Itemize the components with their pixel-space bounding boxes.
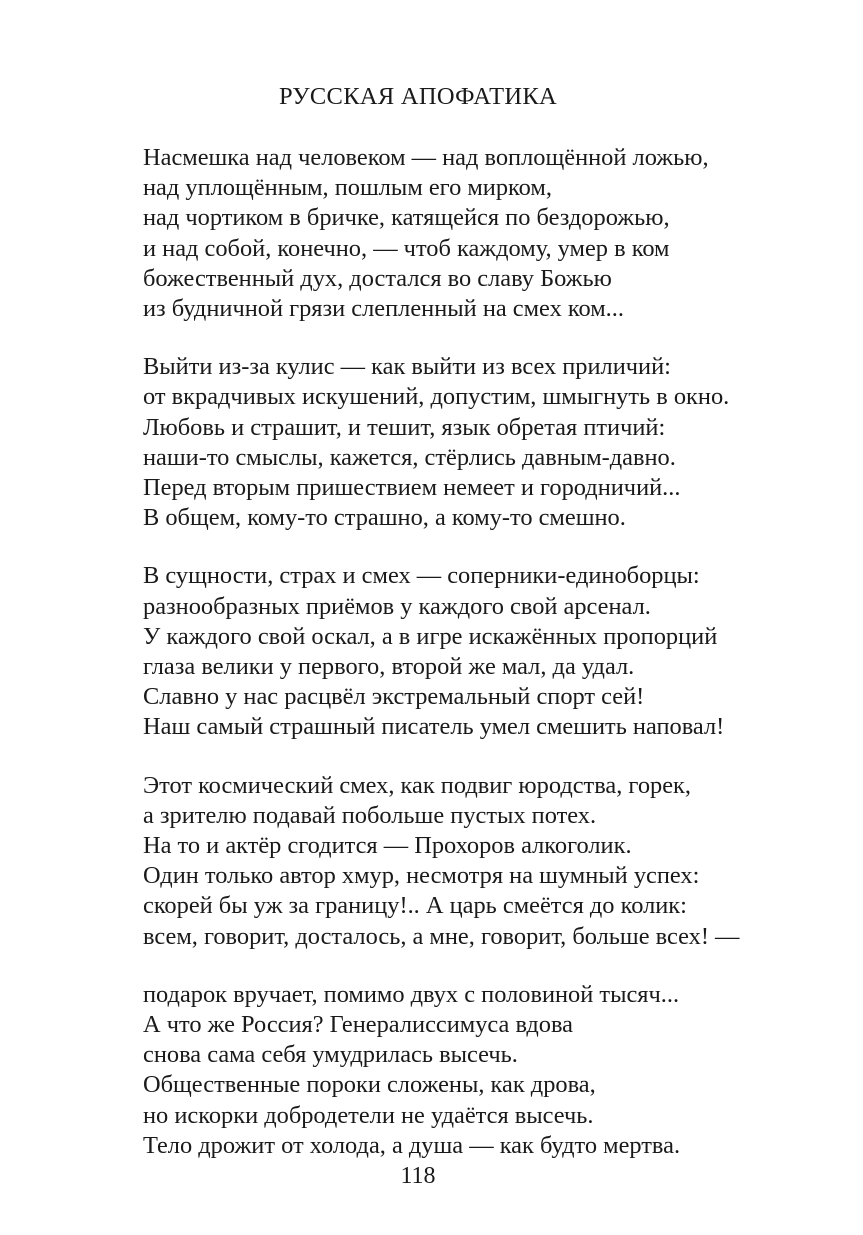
stanza-2 xyxy=(143,352,843,533)
poem-line: Общественные пороки сложены, как дрова, xyxy=(143,1071,596,1099)
poem-line: наши-то смыслы, кажется, стёрлись давным-давно. xyxy=(143,443,676,471)
poem-line: А что же Россия? Генералиссимуса вдова xyxy=(143,1011,573,1039)
poem-line: но искорки добродетели не удаётся высечь. xyxy=(143,1101,594,1129)
poem-line: из будничной грязи слепленный на смех ком... xyxy=(143,295,624,323)
stanza-3 xyxy=(143,561,843,742)
poem-line: подарок вручает, помимо двух с половиной тысяч... xyxy=(143,980,680,1008)
poem-line: Наш самый страшный писатель умел смешить наповал! xyxy=(143,713,725,741)
poem-line: над чортиком в бричке, катящейся по бездорожью, xyxy=(143,204,670,232)
poem-line: Насмешка над человеком — над воплощённой ложью, xyxy=(143,144,709,171)
poem-line: В сущности, страх и смех — соперники-единоборцы: xyxy=(143,562,700,590)
poem-line: снова сама себя умудрилась высечь. xyxy=(143,1041,518,1069)
poem-line: а зрителю подавай побольше пустых потех. xyxy=(143,801,597,829)
poem-line: В общем, кому-то страшно, а кому-то смешно. xyxy=(143,504,626,532)
poem-line: Тело дрожит от холода, а душа — как будто мертва. xyxy=(143,1131,681,1159)
poem-line: и над собой, конечно, — чтоб каждому, умер в ком xyxy=(143,234,670,262)
poem-line: У каждого свой оскал, а в игре искажённых пропорций xyxy=(143,622,718,650)
poem-line: над уплощённым, пошлым его мирком, xyxy=(143,174,552,202)
poem-line: божественный дух, достался во славу Божью xyxy=(143,264,612,292)
stanza-4 xyxy=(143,771,843,952)
stanza-5 xyxy=(143,980,843,1161)
poem-line: от вкрадчивых искушений, допустим, шмыгнуть в окно. xyxy=(143,383,730,411)
poem-line: Славно у нас расцвёл экстремальный спорт сей! xyxy=(143,683,645,711)
poem-line: всем, говорит, досталось, а мне, говорит, больше всех! — xyxy=(143,922,740,950)
poem xyxy=(143,143,843,1189)
page-number: 118 xyxy=(400,1163,436,1189)
poem-line: Этот космический смех, как подвиг юродства, горек, xyxy=(143,771,691,799)
poem-line: глаза велики у первого, второй же мал, да удал. xyxy=(143,653,635,681)
page-title: РУССКАЯ АПОФАТИКА xyxy=(278,83,558,110)
poem-line: Перед вторым пришествием немеет и городничий... xyxy=(143,474,681,502)
stanza-1 xyxy=(143,143,843,324)
poem-line: скорей бы уж за границу!.. А царь смеётся до колик: xyxy=(143,892,687,920)
poem-line: Один только автор хмур, несмотря на шумный успех: xyxy=(143,862,700,890)
poem-line: разнообразных приёмов у каждого свой арсенал. xyxy=(143,592,651,620)
poem-line: Любовь и страшит, и тешит, язык обретая птичий: xyxy=(143,413,666,441)
poem-line: На то и актёр сгодится — Прохоров алкоголик. xyxy=(143,832,632,860)
poem-line: Выйти из-за кулис — как выйти из всех приличий: xyxy=(143,353,671,381)
